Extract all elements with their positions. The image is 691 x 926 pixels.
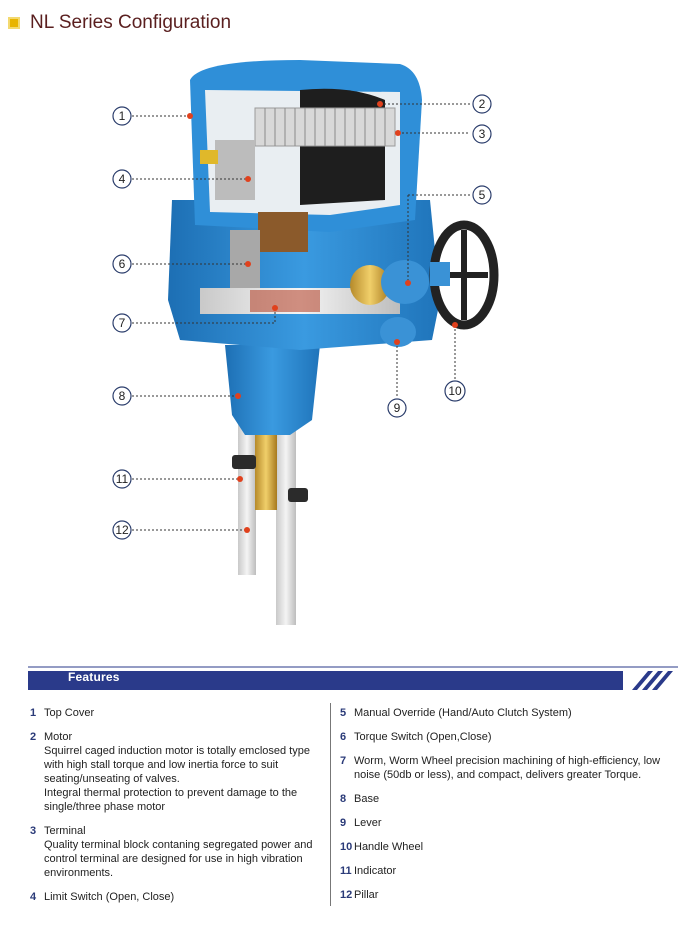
feature-number: 2	[30, 731, 37, 743]
page-header	[8, 12, 231, 34]
feature-number: 8	[340, 793, 347, 805]
svg-text:3: 3	[478, 127, 486, 141]
callout-1	[113, 107, 131, 125]
callout-11	[113, 470, 131, 488]
svg-text:7: 7	[118, 316, 126, 330]
feature-name: Motor	[44, 731, 73, 743]
callout-5	[473, 186, 491, 204]
feature-description: Quality terminal block contaning segregated power and control terminal are designed for use in high vibration environments.	[44, 839, 313, 879]
feature-name: Indicator	[354, 865, 397, 877]
feature-item	[340, 706, 680, 720]
feature-item	[30, 706, 315, 720]
feature-name: Torque Switch (Open,Close)	[354, 731, 492, 743]
pillar	[232, 410, 308, 625]
svg-text:4: 4	[118, 172, 126, 186]
svg-text:1: 1	[118, 109, 126, 123]
feature-name: Manual Override (Hand/Auto Clutch System)	[354, 707, 572, 719]
callout-9	[388, 399, 406, 417]
feature-item	[340, 840, 680, 854]
feature-item	[340, 864, 680, 878]
callout-10	[445, 381, 465, 401]
callout-2	[473, 95, 491, 113]
feature-number: 12	[340, 889, 353, 901]
feature-item	[340, 792, 680, 806]
feature-item	[340, 888, 680, 902]
callout-8	[113, 387, 131, 405]
feature-name: Limit Switch (Open, Close)	[44, 891, 175, 903]
feature-name: Lever	[354, 817, 382, 829]
features-left-column	[30, 706, 315, 914]
feature-number: 9	[340, 817, 347, 829]
feature-item	[340, 730, 680, 744]
callout-7	[113, 314, 131, 332]
feature-description: Squirrel caged induction motor is totally emclosed type with high stall torque and low inertia force to suit seating/unseating of valves.	[44, 745, 310, 785]
svg-text:12: 12	[115, 523, 129, 537]
actuator-diagram	[0, 40, 691, 640]
feature-name: Handle Wheel	[354, 841, 424, 853]
feature-name: Top Cover	[44, 707, 95, 719]
feature-name: Base	[354, 793, 380, 805]
title-bullet-icon	[8, 17, 20, 29]
callout-3	[473, 125, 491, 143]
feature-number: 7	[340, 755, 347, 767]
feature-description: Integral thermal protection to prevent damage to the single/three phase motor	[44, 787, 298, 813]
features-right-column	[340, 706, 680, 912]
feature-item	[340, 816, 680, 830]
svg-text:6: 6	[118, 257, 126, 271]
column-divider	[330, 703, 331, 906]
feature-number: 4	[30, 891, 37, 903]
page-title: NL Series Configuration	[30, 12, 232, 33]
callout-12	[113, 521, 131, 539]
svg-text:10: 10	[448, 384, 462, 398]
feature-number: 10	[340, 841, 353, 853]
feature-name: Worm, Worm Wheel precision machining of high-efficiency, low noise (50db or less), and compact, delivers greater Torque.	[354, 755, 661, 781]
handle-wheel	[430, 225, 494, 325]
svg-text:9: 9	[393, 401, 401, 415]
feature-number: 1	[30, 707, 37, 719]
svg-text:5: 5	[478, 188, 486, 202]
features-bar	[28, 666, 678, 690]
feature-number: 5	[340, 707, 347, 719]
feature-item	[340, 754, 680, 782]
feature-name: Terminal	[44, 825, 86, 837]
callout-4	[113, 170, 131, 188]
svg-text:11: 11	[115, 472, 129, 486]
svg-text:2: 2	[478, 97, 486, 111]
feature-item	[30, 890, 315, 904]
feature-item	[30, 824, 315, 880]
feature-number: 3	[30, 825, 37, 837]
base	[225, 345, 320, 435]
svg-text:8: 8	[118, 389, 126, 403]
feature-name: Pillar	[354, 889, 379, 901]
callout-6	[113, 255, 131, 273]
features-heading: Features	[68, 670, 120, 684]
feature-number: 11	[340, 865, 352, 877]
feature-number: 6	[340, 731, 347, 743]
feature-item	[30, 730, 315, 814]
